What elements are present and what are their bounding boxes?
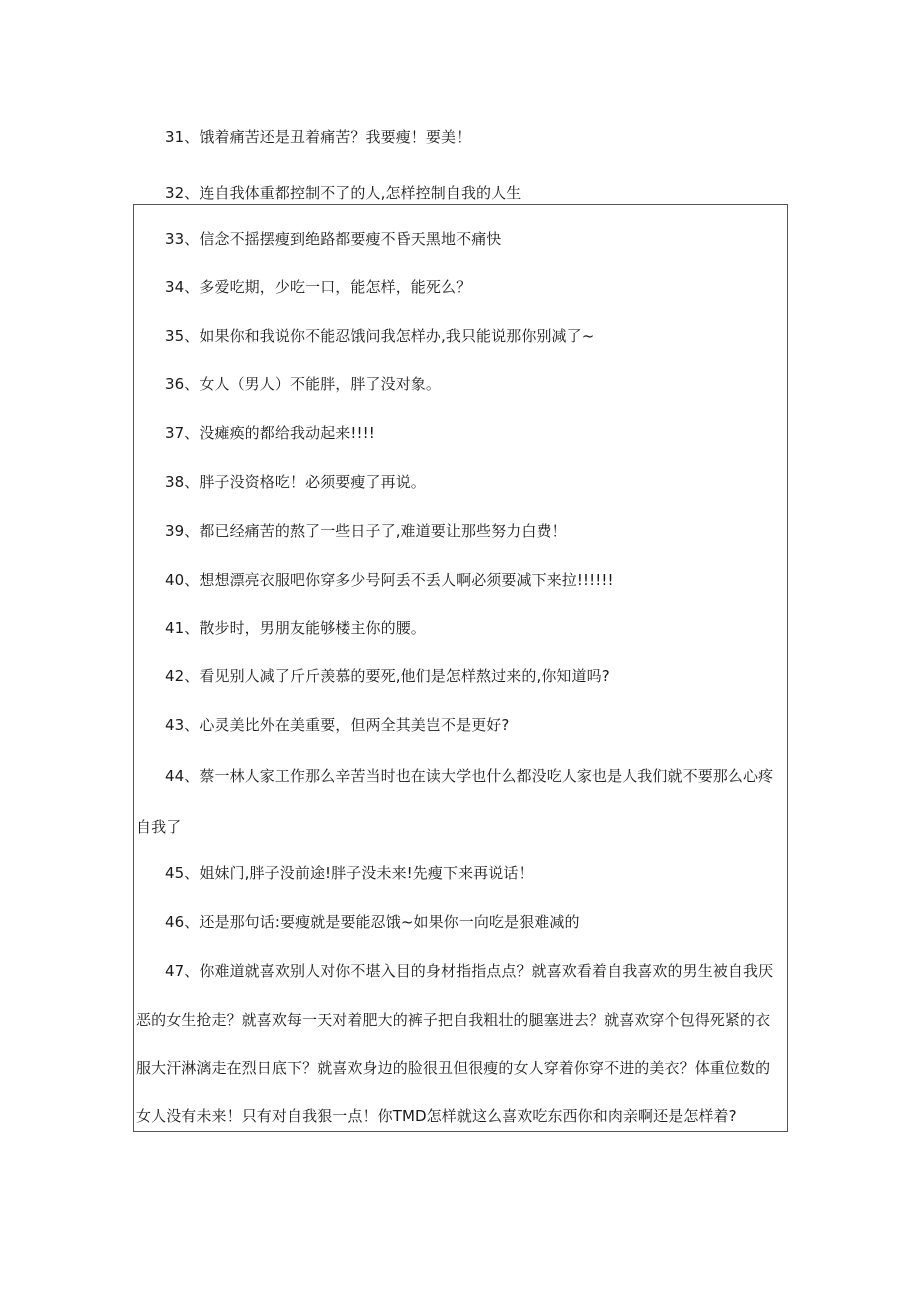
list-item: 34、多爱吃期，少吃一口，能怎样，能死么？ bbox=[165, 278, 472, 296]
list-item: 31、饿着痛苦还是丑着痛苦？我要瘦！要美！ bbox=[165, 128, 472, 146]
list-item-line: 恶的女生抢走？就喜欢每一天对着肥大的裤子把自我粗壮的腿塞进去？就喜欢穿个包得死紧的衣 bbox=[136, 1011, 771, 1029]
list-item: 43、心灵美比外在美重要，但两全其美岂不是更好? bbox=[165, 716, 510, 734]
list-item: 36、女人（男人）不能胖，胖了没对象。 bbox=[165, 375, 441, 393]
list-item: 37、没瘫痪的都给我动起来!!!! bbox=[165, 424, 375, 442]
list-item: 35、如果你和我说你不能忍饿问我怎样办,我只能说那你别减了~ bbox=[165, 327, 595, 345]
list-item: 33、信念不摇摆瘦到绝路都要瘦不昏天黑地不痛快 bbox=[165, 230, 502, 248]
list-item: 46、还是那句话:要瘦就是要能忍饿~如果你一向吃是狠难减的 bbox=[165, 913, 580, 931]
list-item-line: 44、蔡一林人家工作那么辛苦当时也在读大学也什么都没吃人家也是人我们就不要那么心疼 bbox=[165, 767, 774, 785]
list-item: 41、散步时，男朋友能够楼主你的腰。 bbox=[165, 619, 426, 637]
list-item-line: 服大汗淋漓走在烈日底下？就喜欢身边的脸很丑但很瘦的女人穿着你穿不进的美衣？体重位数的 bbox=[136, 1059, 771, 1077]
list-item: 39、都已经痛苦的熬了一些日子了,难道要让那些努力白费！ bbox=[165, 522, 567, 540]
list-item-line: 自我了 bbox=[136, 818, 182, 836]
list-item-line: 47、你难道就喜欢别人对你不堪入目的身材指指点点？就喜欢看着自我喜欢的男生被自我厌 bbox=[165, 962, 774, 980]
list-item-line: 女人没有未来！只有对自我狠一点！你TMD怎样就这么喜欢吃东西你和肉亲啊还是怎样着? bbox=[136, 1107, 737, 1125]
list-item: 42、看见别人减了斤斤羡慕的要死,他们是怎样熬过来的,你知道吗? bbox=[165, 667, 610, 685]
list-item: 40、想想漂亮衣服吧你穿多少号阿丢不丢人啊必须要减下来拉!!!!!! bbox=[165, 571, 614, 589]
list-item: 38、胖子没资格吃！必须要瘦了再说。 bbox=[165, 473, 426, 491]
list-item: 45、姐妹门,胖子没前途!胖子没未来!先瘦下来再说话！ bbox=[165, 864, 534, 882]
list-item: 32、连自我体重都控制不了的人,怎样控制自我的人生 bbox=[165, 184, 522, 202]
